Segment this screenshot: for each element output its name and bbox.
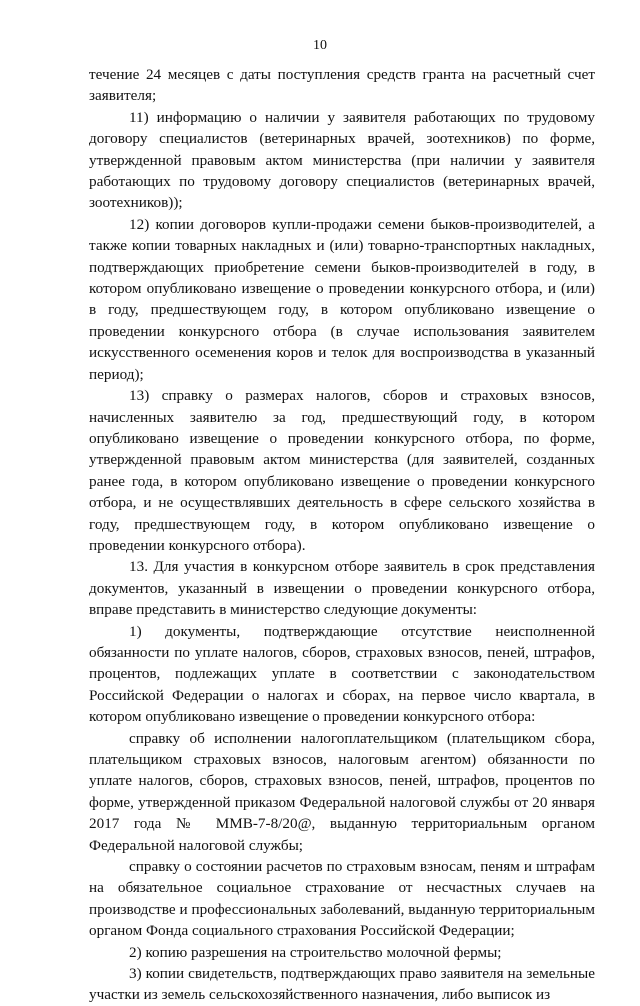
paragraph-tax-certificate: справку об исполнении налогоплательщиком (плательщиком сбора, плательщиком страховых взносов, налоговым агентом) обязанности по уплате налогов, сборов, страховых взносов, пеней, штрафов, процентов по форме, утвержденной приказом Федеральной налоговой службы от 20 января 2017 года № ММВ-7-8/20@, выданную территориальным органом Федеральной налоговой службы; [89,729,595,854]
paragraph-continuation: течение 24 месяцев с даты поступления средств гранта на расчетный счет заявителя; [89,66,595,105]
paragraph-item-12: 12) копии договоров купли-продажи семени быков-производителей, а также копии товарных накладных и (или) товарно-транспортных накладных, подтверждающих приобретение семени быков-производителей в году, в котором опубликовано извещение о проведении конкурсного отбора, и (или) в году, предшествующем году, в котором опубликовано извещение о проведении конкурсного отбора (в случае использования заявителем искусственного осеменения коров и телок для воспроизводства в указанный период); [89,215,595,383]
paragraph-subitem-1: 1) документы, подтверждающие отсутствие неисполненной обязанности по уплате налогов, сборов, страховых взносов, пеней, штрафов, процентов, подлежащих уплате в соответствии с законодательством Российской Федерации о налогах и сборах, на первое число квартала, в котором опубликовано извещение о проведении конкурсного отбора: [89,622,595,726]
paragraph-subitem-3: 3) копии свидетельств, подтверждающих право заявителя на земельные участки из земель сельскохозяйственного назначения, либо выписок из [89,965,595,1004]
paragraph-insurance-certificate: справку о состоянии расчетов по страховым взносам, пеням и штрафам на обязательное социальное страхование от несчастных случаев на производстве и профессиональных заболеваний, выданную территориальным органом Фонда социального страхования Российской Федерации; [89,858,595,940]
paragraph-subitem-2: 2) копию разрешения на строительство молочной фермы; [129,943,502,961]
paragraph-item-13-certificate: 13) справку о размерах налогов, сборов и страховых взносов, начисленных заявителю за год, предшествующий году, в котором опубликовано извещение о проведении конкурсного отбора, по форме, утвержденной правовым актом министерства (для заявителей, созданных ранее года, в котором опубликовано извещение о проведении конкурсного отбора, и не осуществлявших деятельность в сфере сельского хозяйства в году, предшествующем году, в котором опубликовано извещение о проведении конкурсного отбора). [89,387,595,554]
document-body [89,64,595,1006]
paragraph-item-11: 11) информацию о наличии у заявителя работающих по трудовому договору специалистов (ветеринарных врачей, зоотехников) по форме, утвержденной правовым актом министерства (при наличии у заявителя работающих по трудовому договору специалистов (ветеринарных врачей, зоотехников)); [89,108,595,212]
paragraph-clause-13: 13. Для участия в конкурсном отборе заявитель в срок представления документов, указанный в извещении о проведении конкурсного отбора, вправе представить в министерство следующие документы: [89,558,595,619]
page-number: 10 [313,38,327,53]
